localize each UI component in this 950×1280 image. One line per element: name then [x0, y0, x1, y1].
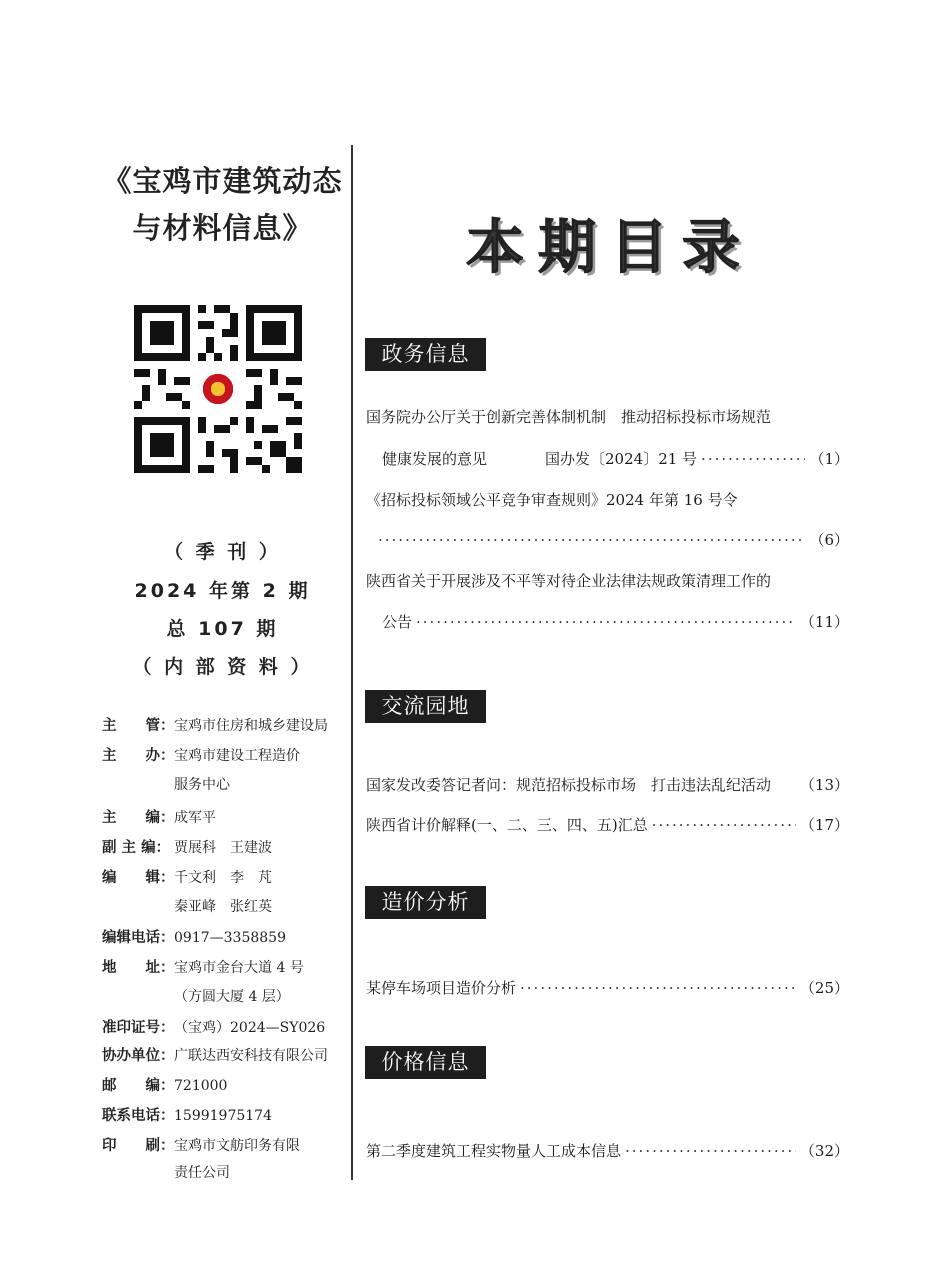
toc-page-number: （32）	[799, 1142, 849, 1160]
magazine-title	[100, 158, 345, 252]
masthead-row: 印 刷：宝鸡市文舫印务有限	[102, 1138, 300, 1154]
masthead-row: 责任公司	[174, 1165, 230, 1181]
magazine-title-line1: 《宝鸡市建筑动态	[102, 164, 343, 198]
section-heading-price-info: 价格信息	[365, 1046, 486, 1079]
section-heading-exchange: 交流园地	[365, 690, 486, 723]
toc-entry-text: 健康发展的意见	[382, 450, 488, 468]
masthead-row: 主 办：宝鸡市建设工程造价	[102, 748, 300, 764]
toc-entry[interactable]	[366, 977, 849, 998]
masthead-row: 秦亚峰 张红英	[174, 899, 272, 915]
toc-page-number: （13）	[799, 776, 849, 794]
section-heading-cost-analysis: 造价分析	[365, 886, 486, 919]
toc-page-number: （11）	[799, 613, 849, 631]
toc-page-number: （25）	[799, 979, 849, 997]
issue-internal: （ 内 部 资 料 ）	[132, 656, 313, 678]
toc-entry[interactable]	[366, 448, 849, 469]
masthead-row: 主 编：成军平	[102, 810, 216, 826]
issue-number: 2024 年第 2 期	[134, 580, 311, 602]
toc-entry[interactable]	[366, 774, 849, 795]
toc-title: 本期目录	[465, 213, 754, 281]
masthead-row: 副 主 编： 贾展科 王建波	[102, 840, 272, 856]
toc-page-number: （17）	[799, 816, 849, 834]
toc-page-number: （6）	[809, 531, 849, 549]
leader-dots	[625, 1142, 796, 1160]
leader-dots	[520, 979, 796, 997]
toc-entry-text: 第二季度建筑工程实物量人工成本信息	[366, 1142, 622, 1160]
column-divider	[351, 145, 353, 1180]
section-heading-gov-info: 政务信息	[365, 338, 486, 371]
toc-entry-text: 国家发改委答记者问：规范招标投标市场 打击违法乱纪活动	[366, 776, 772, 794]
magazine-title-line2: 与材料信息》	[132, 211, 313, 245]
issue-frequency: （ 季 刊 ）	[164, 541, 281, 563]
masthead-row: 主 管：宝鸡市住房和城乡建设局	[102, 718, 328, 734]
toc-entry-line[interactable]: 国务院办公厅关于创新完善体制机制 推动招标投标市场规范	[366, 408, 772, 426]
leader-dots	[701, 450, 805, 468]
leader-dots	[416, 613, 796, 631]
qr-code-icon	[134, 305, 302, 473]
toc-entry[interactable]	[366, 529, 849, 550]
toc-entry-text: 公告	[382, 613, 413, 631]
toc-entry-line[interactable]: 《招标投标领域公平竞争审查规则》2024 年第 16 号令	[366, 491, 738, 509]
toc-page-number: （1）	[809, 450, 849, 468]
masthead-row: （方圆大厦 4 层）	[174, 989, 290, 1005]
masthead-row: 准印证号：（宝鸡）2024—SY026	[102, 1020, 326, 1036]
masthead-row: 编 辑：千文利 李 芃	[102, 870, 272, 886]
toc-entry-text: 陕西省计价解释(一、二、三、四、五)汇总	[366, 816, 648, 834]
toc-entry-docno: 国办发〔2024〕21 号	[545, 450, 698, 468]
toc-entry[interactable]	[366, 814, 849, 835]
toc-entry-line[interactable]: 陕西省关于开展涉及不平等对待企业法律法规政策清理工作的	[366, 572, 772, 590]
toc-entry-text: 某停车场项目造价分析	[366, 979, 517, 997]
toc-entry[interactable]	[366, 611, 849, 632]
masthead-row: 邮 编：721000	[102, 1078, 228, 1094]
masthead-row: 协办单位：广联达西安科技有限公司	[102, 1048, 328, 1064]
masthead-row: 联系电话：15991975174	[102, 1108, 272, 1124]
issue-total: 总 107 期	[166, 618, 279, 640]
masthead-row: 地 址：宝鸡市金台大道 4 号	[102, 960, 304, 976]
leader-dots	[378, 531, 805, 549]
masthead-row: 编辑电话：0917—3358859	[102, 930, 286, 946]
toc-entry[interactable]	[366, 1140, 849, 1161]
masthead-row: 服务中心	[174, 777, 230, 793]
leader-dots	[652, 816, 796, 834]
